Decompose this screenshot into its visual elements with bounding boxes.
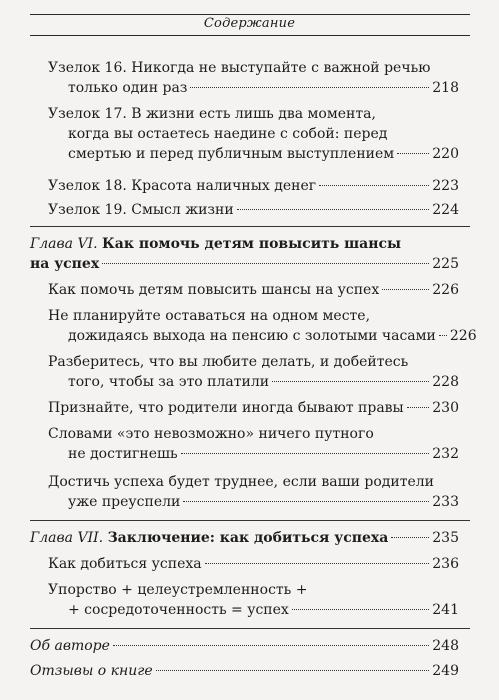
- back-matter-label: Об авторе: [30, 638, 110, 654]
- toc-entry-knot-17: [48, 104, 459, 164]
- leader-dots: [272, 381, 429, 382]
- leader-dots: [391, 537, 429, 538]
- toc-entry-line: Упорство + целеустремленность +: [48, 582, 308, 598]
- page-number: 225: [432, 256, 459, 272]
- toc-entry-line: того, чтобы за это платили: [68, 374, 270, 390]
- leader-dots: [181, 453, 430, 454]
- page-number: 218: [432, 80, 459, 96]
- toc-entry-knot-18: [48, 176, 459, 196]
- toc-entry-line: не достигнешь: [68, 446, 178, 462]
- page-number: 236: [432, 556, 459, 572]
- leader-dots: [397, 153, 429, 154]
- toc-entry-line: дожидаясь выхода на пенсию с золотыми часами: [68, 328, 436, 344]
- toc-entry: [48, 472, 459, 512]
- header-bottom-rule: [30, 35, 470, 36]
- leader-dots: [190, 87, 429, 88]
- toc-entry: [48, 398, 459, 418]
- page-number: 226: [449, 328, 477, 344]
- toc-entry: [48, 280, 459, 300]
- leader-dots: [102, 263, 429, 264]
- leader-dots: [237, 209, 430, 210]
- chapter-label: Глава VII.: [30, 530, 104, 546]
- header-top-rule: [30, 14, 470, 15]
- running-header: Содержание: [203, 16, 296, 31]
- section-divider: [30, 520, 470, 521]
- leader-dots: [319, 185, 429, 186]
- leader-dots: [407, 407, 430, 408]
- toc-entry-line: смертью и перед публичным выступлением: [68, 146, 395, 162]
- page-number: 233: [432, 494, 459, 510]
- toc-entry: [48, 580, 459, 620]
- toc-entry-line: Разберитесь, что вы любите делать, и добейтесь: [48, 354, 409, 370]
- toc-entry-line: Словами «это невозможно» ничего путного: [48, 426, 374, 442]
- page-number: 224: [432, 202, 459, 218]
- section-divider: [30, 226, 470, 227]
- page-number: 241: [432, 602, 459, 618]
- toc-chapter-6: [30, 234, 459, 274]
- toc-about-author: [30, 636, 459, 656]
- page-number: 228: [432, 374, 459, 390]
- toc-entry-line: уже преуспели: [68, 494, 181, 510]
- chapter-title: на успех: [30, 256, 100, 272]
- leader-dots: [439, 335, 447, 336]
- toc-entry-line: Как помочь детям повысить шансы на успех: [48, 282, 380, 298]
- section-divider: [30, 628, 470, 629]
- page-number: 235: [432, 530, 459, 546]
- chapter-title: Как помочь детям повысить шансы: [102, 236, 402, 252]
- toc-entry-line: Достичь успеха будет труднее, если ваши родители: [48, 474, 434, 490]
- leader-dots: [183, 501, 429, 502]
- leader-dots: [113, 645, 429, 646]
- toc-entry-line: Узелок 17. В жизни есть лишь два момента,: [48, 106, 376, 122]
- toc-entry: [48, 352, 459, 392]
- toc-entry-line: Не планируйте оставаться на одном месте,: [48, 308, 371, 324]
- toc-entry-line: Признайте, что родители иногда бывают правы: [48, 400, 404, 416]
- leader-dots: [205, 563, 430, 564]
- toc-entry-line: Как добиться успеха: [48, 556, 202, 572]
- toc-entry-line: Узелок 18. Красота наличных денег: [48, 178, 317, 194]
- leader-dots: [292, 609, 429, 610]
- page-number: 248: [432, 638, 459, 654]
- page-number: 232: [432, 446, 459, 462]
- page-number: 249: [432, 663, 459, 679]
- toc-entry-line: + сосредоточенность = успех: [68, 602, 289, 618]
- chapter-label: Глава VI.: [30, 236, 98, 252]
- page-number: 220: [432, 146, 459, 162]
- toc-reviews: [30, 661, 459, 681]
- toc-entry: [48, 306, 477, 346]
- leader-dots: [382, 289, 429, 290]
- toc-entry-line: Узелок 16. Никогда не выступайте с важной речью: [48, 60, 431, 76]
- toc-entry: [48, 424, 459, 464]
- toc-entry-line: когда вы остаетесь наедине с собой: перед: [68, 126, 388, 142]
- toc-entry-line: Узелок 19. Смысл жизни: [48, 202, 234, 218]
- page-number: 226: [432, 282, 459, 298]
- page-number: 230: [432, 400, 459, 416]
- chapter-title: Заключение: как добиться успеха: [107, 530, 389, 546]
- toc-entry-line: только один раз: [68, 80, 188, 96]
- toc-chapter-7: [30, 528, 459, 548]
- back-matter-label: Отзывы о книге: [30, 663, 153, 679]
- leader-dots: [156, 670, 430, 671]
- toc-entry: [48, 554, 459, 574]
- toc-entry-knot-16: [48, 58, 459, 98]
- page-number: 223: [432, 178, 459, 194]
- toc-entry-knot-19: [48, 200, 459, 220]
